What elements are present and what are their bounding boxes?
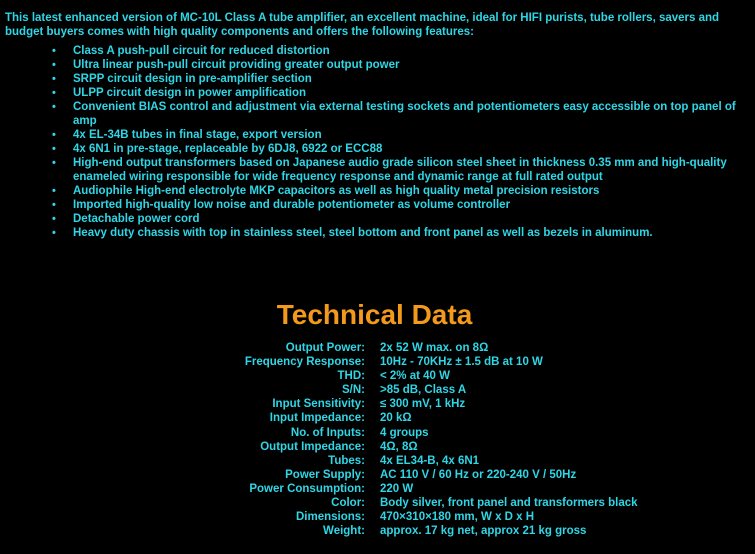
spec-label: Input Impedance: [269, 412, 365, 425]
spec-table [0, 341, 755, 538]
feature-text: Heavy duty chassis with top in stainless steel, steel bottom and front panel as well as bezels in aluminum. [73, 227, 653, 239]
spec-row [0, 524, 755, 538]
feature-item [0, 44, 740, 58]
spec-row [0, 355, 755, 369]
feature-text: Detachable power cord [73, 213, 200, 225]
spec-value: 4 groups [380, 426, 429, 439]
spec-value: < 2% at 40 W [380, 370, 450, 383]
spec-label: Output Impedance: [260, 440, 365, 453]
feature-item [0, 198, 740, 212]
spec-value: 4x EL34-B, 4x 6N1 [380, 454, 480, 467]
spec-label: Color: [331, 497, 365, 510]
bullet-icon: • [52, 199, 56, 211]
technical-data-title: Technical Data [276, 299, 473, 330]
feature-item [0, 184, 740, 198]
spec-label: Dimensions: [295, 511, 365, 524]
spec-row [0, 369, 755, 383]
spec-label: Frequency Response: [244, 356, 365, 369]
spec-label: Input Sensitivity: [272, 398, 365, 411]
spec-value: 10Hz - 70KHz ± 1.5 dB at 10 W [380, 356, 543, 369]
feature-text: Class A push-pull circuit for reduced distortion [73, 45, 330, 57]
spec-label: Weight: [323, 525, 365, 538]
technical-data-heading [0, 297, 755, 333]
spec-label: No. of Inputs: [290, 426, 365, 439]
feature-text: High-end output transformers based on Japanese audio grade silicon steel sheet in thickness 0.35 mm and high-quality enameled wiring responsible for wide frequency response and dynamic range at full rated output [73, 157, 727, 183]
feature-item [0, 156, 740, 184]
bullet-icon: • [52, 73, 56, 85]
bullet-icon: • [52, 101, 56, 113]
spec-value: 220 W [380, 482, 414, 495]
feature-text: Convenient BIAS control and adjustment via external testing sockets and potentiometers easy accessible on top panel of amp [73, 101, 736, 127]
feature-item [0, 128, 740, 142]
spec-row [0, 397, 755, 411]
spec-row [0, 411, 755, 425]
spec-value: 2x 52 W max. on 8Ω [380, 342, 489, 354]
spec-value: AC 110 V / 60 Hz or 220-240 V / 50Hz [380, 468, 577, 481]
feature-item [0, 72, 740, 86]
feature-item [0, 86, 740, 100]
feature-text: ULPP circuit design in power amplification [73, 87, 307, 99]
feature-text: 4x EL-34B tubes in final stage, export version [73, 129, 322, 141]
spec-label: Tubes: [328, 454, 365, 467]
bullet-icon: • [52, 143, 56, 155]
spec-value: 470×310×180 mm, W x D x H [380, 511, 535, 524]
feature-text: Ultra linear push-pull circuit providing greater output power [73, 59, 400, 71]
spec-value: approx. 17 kg net, approx 21 kg gross [380, 525, 587, 538]
bullet-icon: • [52, 87, 56, 99]
bullet-icon: • [52, 185, 56, 197]
bullet-icon: • [52, 227, 56, 239]
feature-item [0, 226, 740, 240]
feature-text: 4x 6N1 in pre-stage, replaceable by 6DJ8, 6922 or ECC88 [73, 143, 383, 155]
spec-label: Output Power: [285, 342, 365, 354]
spec-value: 20 kΩ [380, 412, 412, 425]
spec-label: Power Supply: [285, 468, 365, 481]
spec-label: Power Consumption: [249, 482, 365, 495]
spec-row [0, 341, 755, 355]
spec-row [0, 426, 755, 440]
spec-value: ≤ 300 mV, 1 kHz [380, 398, 466, 411]
bullet-icon: • [52, 129, 56, 141]
spec-row [0, 440, 755, 454]
spec-row [0, 468, 755, 482]
bullet-icon: • [52, 157, 56, 169]
bullet-icon: • [52, 45, 56, 57]
intro-paragraph: This latest enhanced version of MC-10L Class A tube amplifier, an excellent machine, ideal for HIFI purists, tube rollers, savers and budget buyers comes with high quality components and offers the following features: [5, 12, 720, 38]
spec-value: Body silver, front panel and transformers black [380, 497, 638, 510]
bullet-icon: • [52, 213, 56, 225]
bullet-icon: • [52, 59, 56, 71]
spec-label: S/N: [342, 384, 365, 397]
spec-row [0, 482, 755, 496]
spec-row [0, 510, 755, 524]
spec-row [0, 383, 755, 397]
spec-row [0, 454, 755, 468]
spec-value: >85 dB, Class A [380, 384, 467, 397]
feature-item [0, 100, 740, 128]
spec-label: THD: [337, 370, 365, 383]
spec-row [0, 496, 755, 510]
feature-text: Audiophile High-end electrolyte MKP capacitors as well as high quality metal precision resistors [73, 185, 600, 197]
spec-value: 4Ω, 8Ω [380, 440, 418, 453]
feature-text: Imported high-quality low noise and durable potentiometer as volume controller [73, 199, 511, 211]
feature-item [0, 212, 740, 226]
feature-text: SRPP circuit design in pre-amplifier section [73, 73, 312, 85]
feature-item [0, 58, 740, 72]
feature-item [0, 142, 740, 156]
feature-list [0, 44, 740, 240]
